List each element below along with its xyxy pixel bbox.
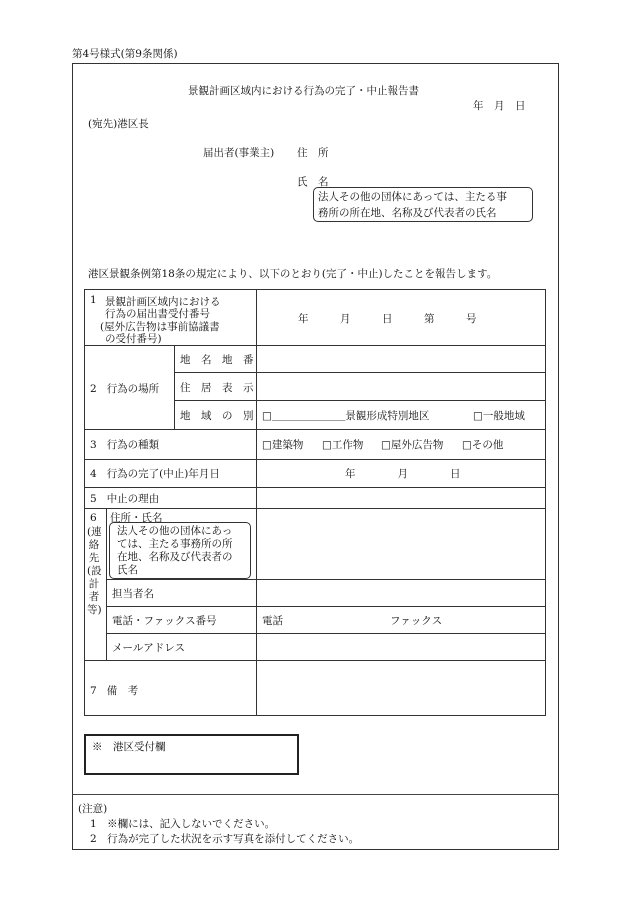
row7-remarks-field[interactable] — [258, 662, 544, 714]
row1-label-line-4: の受付番号) — [105, 333, 162, 345]
row-rule — [84, 459, 546, 460]
row1-label-line-2: 行為の届出書受付番号 — [105, 308, 210, 320]
row3-label-text: 行為の種類 — [106, 439, 160, 451]
intro-statement: 港区景観条例第18条の規定により、以下のとおり(完了・中止)したことを報告します。 — [88, 268, 498, 280]
col-divider-sub — [174, 345, 175, 429]
reception-label: ※ 港区受付欄 — [92, 741, 166, 753]
addressee: (宛先)港区長 — [88, 118, 149, 130]
corp-note-line-2: 務所の所在地、名称及び代表者の氏名 — [318, 207, 497, 219]
row2-sublabel-area: 地 域 の 別 — [180, 410, 254, 422]
col-divider-main — [256, 289, 257, 716]
row6-phone-field[interactable] — [290, 608, 385, 632]
row2-general-area-checkbox[interactable]: □一般地域 — [473, 410, 525, 422]
row3-other-checkbox[interactable]: □その他 — [462, 439, 504, 451]
applicant-name-label: 氏 名 — [297, 176, 329, 188]
row6-person-label: 担当者名 — [112, 588, 154, 600]
row6-note-line-2: ては、主たる事務所の所 — [117, 538, 233, 550]
date-line: 年 月 日 — [473, 100, 526, 112]
row2-sublabel-lot: 地 名 地 番 — [180, 354, 254, 366]
note-2: 2 行為が完了した状況を示す写真を添付してください。 — [90, 833, 360, 845]
row3-label — [90, 437, 159, 452]
applicant-address-label: 住 所 — [297, 147, 329, 159]
row-rule — [84, 660, 546, 661]
row-rule — [106, 633, 546, 634]
row2-address-field[interactable] — [258, 374, 544, 399]
row4-number: 4 — [90, 468, 97, 480]
row3-number: 3 — [90, 439, 97, 451]
row2-label-text: 行為の場所 — [106, 383, 160, 395]
row1-number: 1 — [90, 294, 97, 306]
row3-outdoor-ad-checkbox[interactable]: □屋外広告物 — [381, 439, 444, 451]
row6-email-field[interactable] — [258, 635, 544, 659]
row4-date-field[interactable]: 年 月 日 — [345, 468, 461, 480]
row6-number: 6 — [90, 512, 97, 524]
row2-number: 2 — [90, 383, 97, 395]
row5-label — [90, 491, 159, 506]
applicant-role: 届出者(事業主) — [203, 147, 275, 159]
row2-sublabel-address: 住 居 表 示 — [180, 382, 254, 394]
row6-phone-fax-label: 電話・ファックス番号 — [112, 615, 217, 627]
col-divider-r6 — [106, 508, 107, 660]
row7-number: 7 — [90, 685, 97, 697]
row2-label — [90, 381, 159, 396]
row3-structure-checkbox[interactable]: □工作物 — [322, 439, 364, 451]
form-title: 景観計画区域内における行為の完了・中止報告書 — [188, 85, 419, 97]
row6-fax-label: ファックス — [390, 615, 443, 627]
row4-label — [90, 466, 220, 481]
row-rule — [106, 606, 546, 607]
row7-label — [90, 683, 138, 698]
row1-receipt-number-field[interactable]: 年 月 日 第 号 — [298, 313, 477, 325]
corp-note-line-1: 法人その他の団体にあっては、主たる事 — [318, 191, 507, 203]
row6-vertical-label: (連絡先(設計者等) — [87, 526, 102, 616]
form-label: 第4号様式(第9条関係) — [72, 48, 178, 60]
row1-label-line-1: 景観計画区域内における — [105, 296, 221, 308]
row6-address-name-label: 住所・氏名 — [110, 512, 163, 524]
row6-email-label: メールアドレス — [112, 642, 185, 654]
row3-building-checkbox[interactable]: □建築物 — [262, 439, 304, 451]
row2-special-district-checkbox[interactable]: □＿＿＿＿＿＿＿景観形成特別地区 — [262, 410, 430, 422]
notes-divider — [72, 794, 558, 795]
applicant-address-field[interactable] — [340, 143, 540, 159]
note-1: 1 ※欄には、記入しないでください。 — [90, 818, 276, 830]
row6-note-line-1: 法人その他の団体にあっ — [117, 525, 233, 537]
row5-reason-field[interactable] — [258, 489, 544, 507]
row6-address-field[interactable] — [258, 510, 544, 578]
row-rule — [84, 508, 546, 509]
row6-fax-field[interactable] — [450, 608, 544, 632]
row7-label-text: 備 考 — [106, 685, 139, 697]
row-rule — [174, 400, 546, 401]
row-rule — [174, 372, 546, 373]
applicant-name-field[interactable] — [340, 172, 540, 188]
row4-label-text: 行為の完了(中止)年月日 — [106, 468, 220, 480]
row-rule — [84, 487, 546, 488]
row6-note-line-3: 在地、名称及び代表者の — [117, 551, 233, 563]
row6-phone-label: 電話 — [262, 615, 283, 627]
notes-header: (注意) — [78, 803, 108, 815]
row-rule — [106, 579, 546, 580]
row5-label-text: 中止の理由 — [106, 493, 160, 505]
row5-number: 5 — [90, 493, 97, 505]
row2-lot-field[interactable] — [258, 347, 544, 371]
row6-person-field[interactable] — [258, 581, 544, 605]
row1-label-line-3: (屋外広告物は事前協議書 — [100, 321, 220, 333]
row6-note-line-4: 氏名 — [117, 564, 138, 576]
row-rule — [84, 429, 546, 430]
